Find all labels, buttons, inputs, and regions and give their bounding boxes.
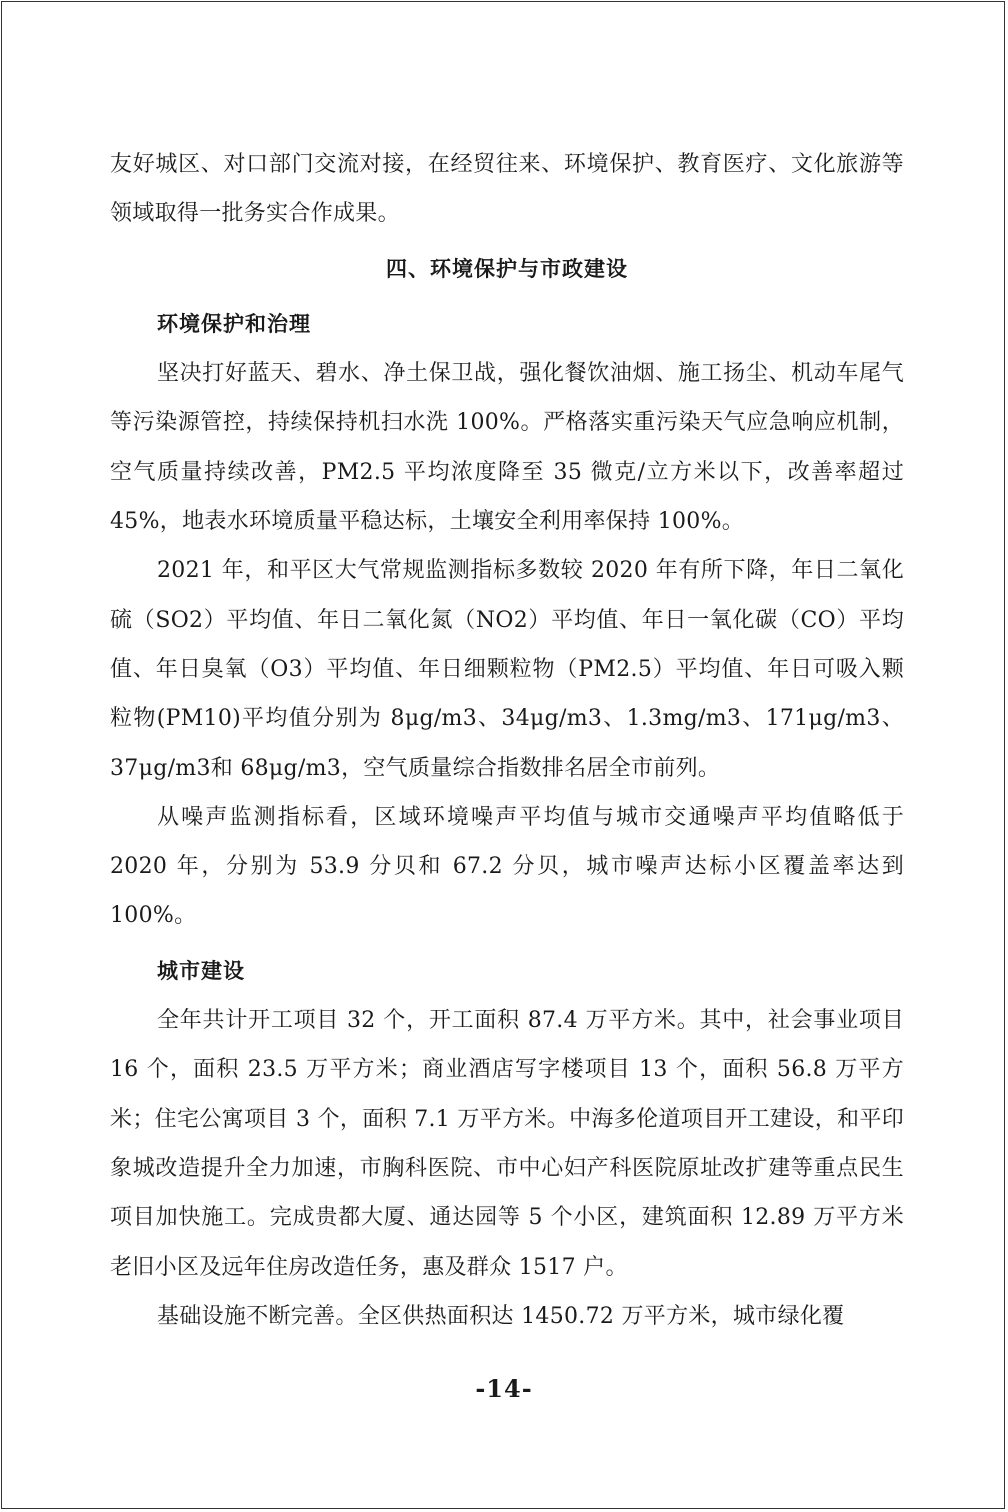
section-title: 四、环境保护与市政建设 <box>386 256 628 281</box>
subsection-title-city: 城市建设 <box>157 958 245 983</box>
document-body <box>110 140 904 1341</box>
environment-paragraph-2: 2021 年，和平区大气常规监测指标多数较 2020 年有所下降，年日二氧化硫（SO2）平均值、年日二氧化氮（NO2）平均值、年日一氧化碳（CO）平均值、年日臭氧（O3）平均值、年日细颗粒物（PM2.5）平均值、年日可吸入颗粒物(PM10)平均值分别为 8μg/m3、34μg/m3、1.3mg/m3、171μg/m3、37μg/m3和 68μg/m3，空气质量综合指数排名居全市前列。 <box>110 558 904 781</box>
city-paragraph-2: 基础设施不断完善。全区供热面积达 1450.72 万平方米，城市绿化覆 <box>157 1303 845 1329</box>
environment-paragraph-1: 坚决打好蓝天、碧水、净土保卫战，强化餐饮油烟、施工扬尘、机动车尾气等污染源管控，持续保持机扫水洗 100%。严格落实重污染天气应急响应机制，空气质量持续改善，PM2.5 平均浓度降至 35 微克/立方米以下，改善率超过 45%，地表水环境质量平稳达标，土壤安全利用率保持 100%。 <box>110 361 904 535</box>
document-page <box>1 1 1005 1509</box>
subsection-title-environment: 环境保护和治理 <box>157 311 311 336</box>
city-paragraph-1: 全年共计开工项目 32 个，开工面积 87.4 万平方米。其中，社会事业项目 16 个，面积 23.5 万平方米；商业酒店写字楼项目 13 个，面积 56.8 万平方米；住宅公寓项目 3 个，面积 7.1 万平方米。中海多伦道项目开工建设，和平印象城改造提升全力加速，市胸科医院、市中心妇产科医院原址改扩建等重点民生项目加快施工。完成贵都大厦、通达园等 5 个小区，建筑面积 12.89 万平方米老旧小区及远年住房改造任务，惠及群众 1517 户。 <box>110 1008 904 1280</box>
environment-paragraph-3: 从噪声监测指标看，区域环境噪声平均值与城市交通噪声平均值略低于 2020 年，分别为 53.9 分贝和 67.2 分贝，城市噪声达标小区覆盖率达到100%。 <box>110 804 904 929</box>
intro-paragraph: 友好城区、对口部门交流对接，在经贸往来、环境保护、教育医疗、文化旅游等领域取得一批务实合作成果。 <box>110 152 904 227</box>
page-number: -14- <box>475 1374 533 1403</box>
